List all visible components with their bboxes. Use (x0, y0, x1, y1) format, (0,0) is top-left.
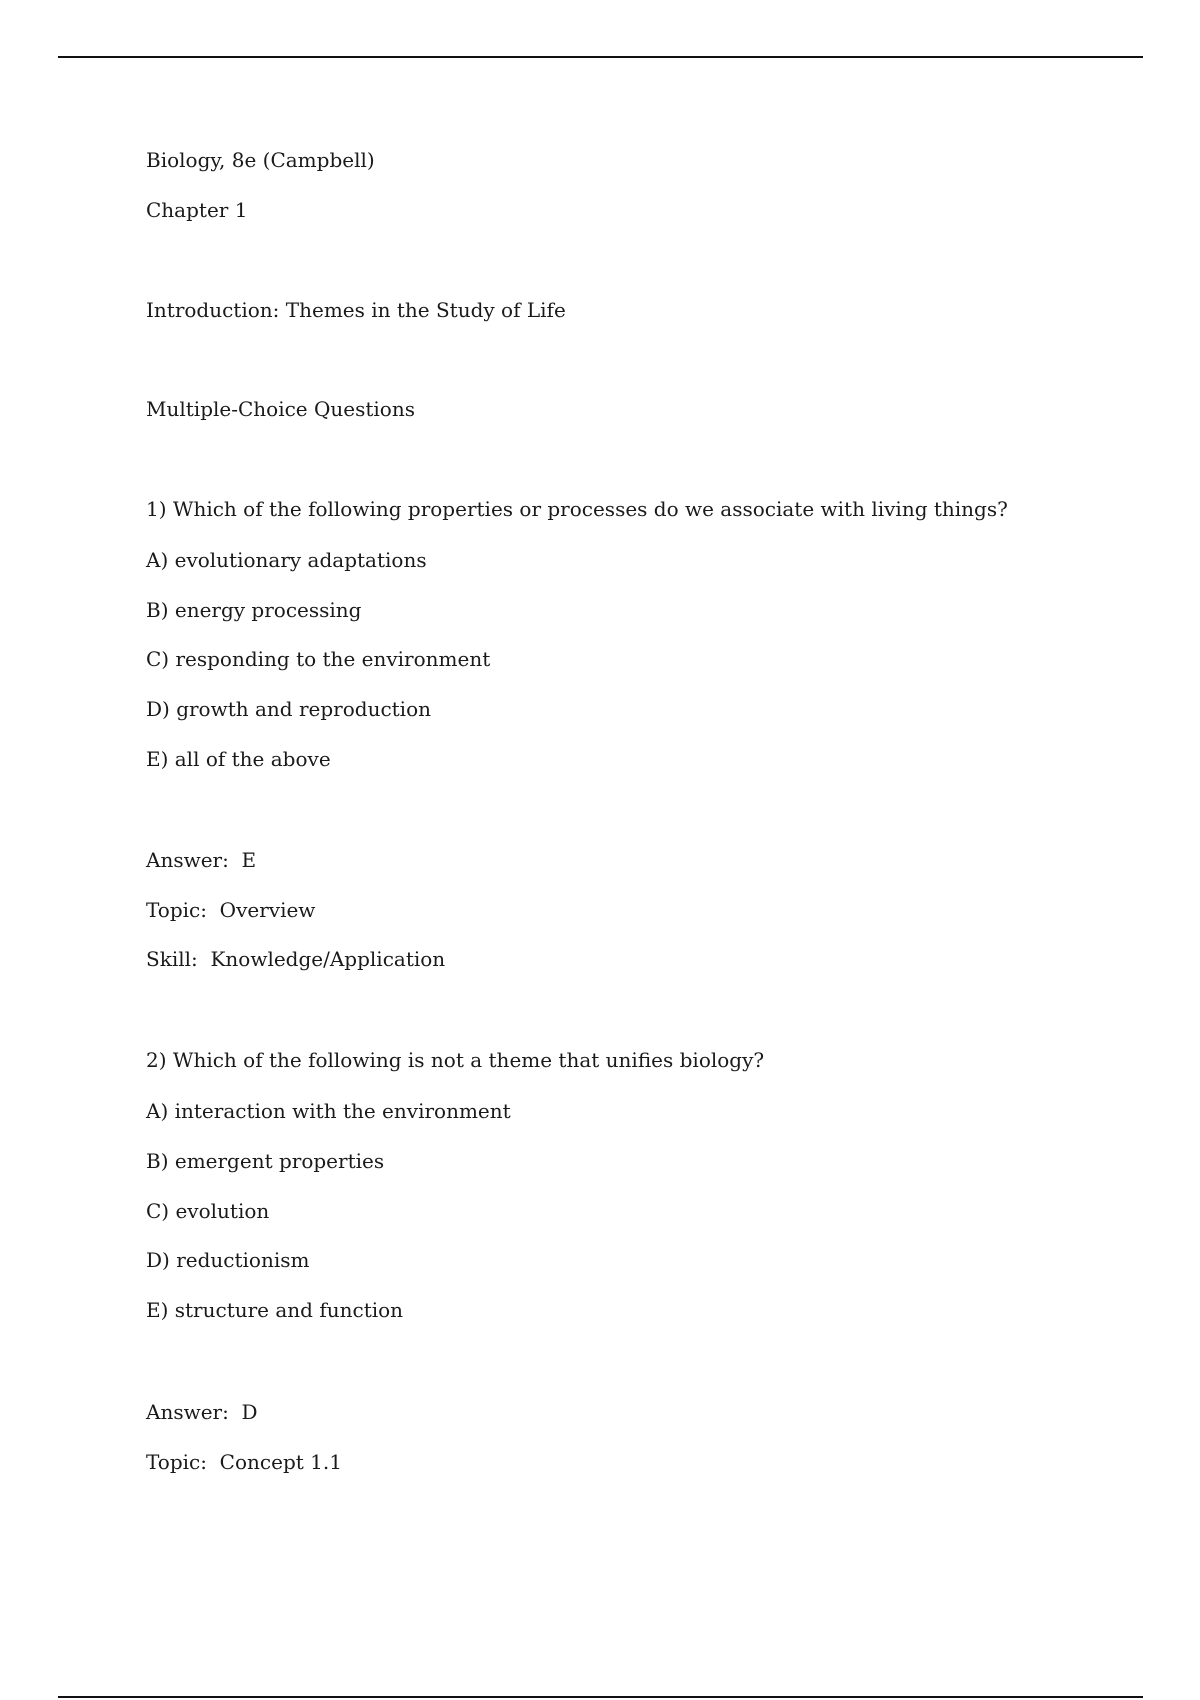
chapter-label: Chapter 1 (146, 198, 248, 222)
question-type-heading: Multiple-Choice Questions (146, 397, 415, 421)
answer-option: C) responding to the environment (146, 647, 491, 671)
answer-option: E) structure and function (146, 1298, 404, 1322)
section-title: Introduction: Themes in the Study of Life (146, 298, 566, 322)
question-stem: 2) Which of the following is not a theme that unifies biology? (146, 1048, 765, 1072)
top-rule (58, 56, 1143, 58)
answer-option: D) growth and reproduction (146, 697, 431, 721)
answer-option: B) energy processing (146, 598, 362, 622)
answer-option: E) all of the above (146, 747, 331, 771)
bottom-rule (58, 1696, 1143, 1698)
question-stem: 1) Which of the following properties or processes do we associate with living things? (146, 497, 1008, 521)
answer-option: D) reductionism (146, 1248, 310, 1272)
answer-option: C) evolution (146, 1199, 270, 1223)
answer-key: Answer: D (146, 1400, 258, 1424)
topic-label: Topic: Concept 1.1 (146, 1450, 342, 1474)
topic-label: Topic: Overview (146, 898, 316, 922)
answer-option: A) evolutionary adaptations (146, 548, 427, 572)
answer-option: B) emergent properties (146, 1149, 385, 1173)
book-title: Biology, 8e (Campbell) (146, 148, 375, 172)
answer-option: A) interaction with the environment (146, 1099, 511, 1123)
answer-key: Answer: E (146, 848, 257, 872)
skill-label: Skill: Knowledge/Application (146, 947, 446, 971)
